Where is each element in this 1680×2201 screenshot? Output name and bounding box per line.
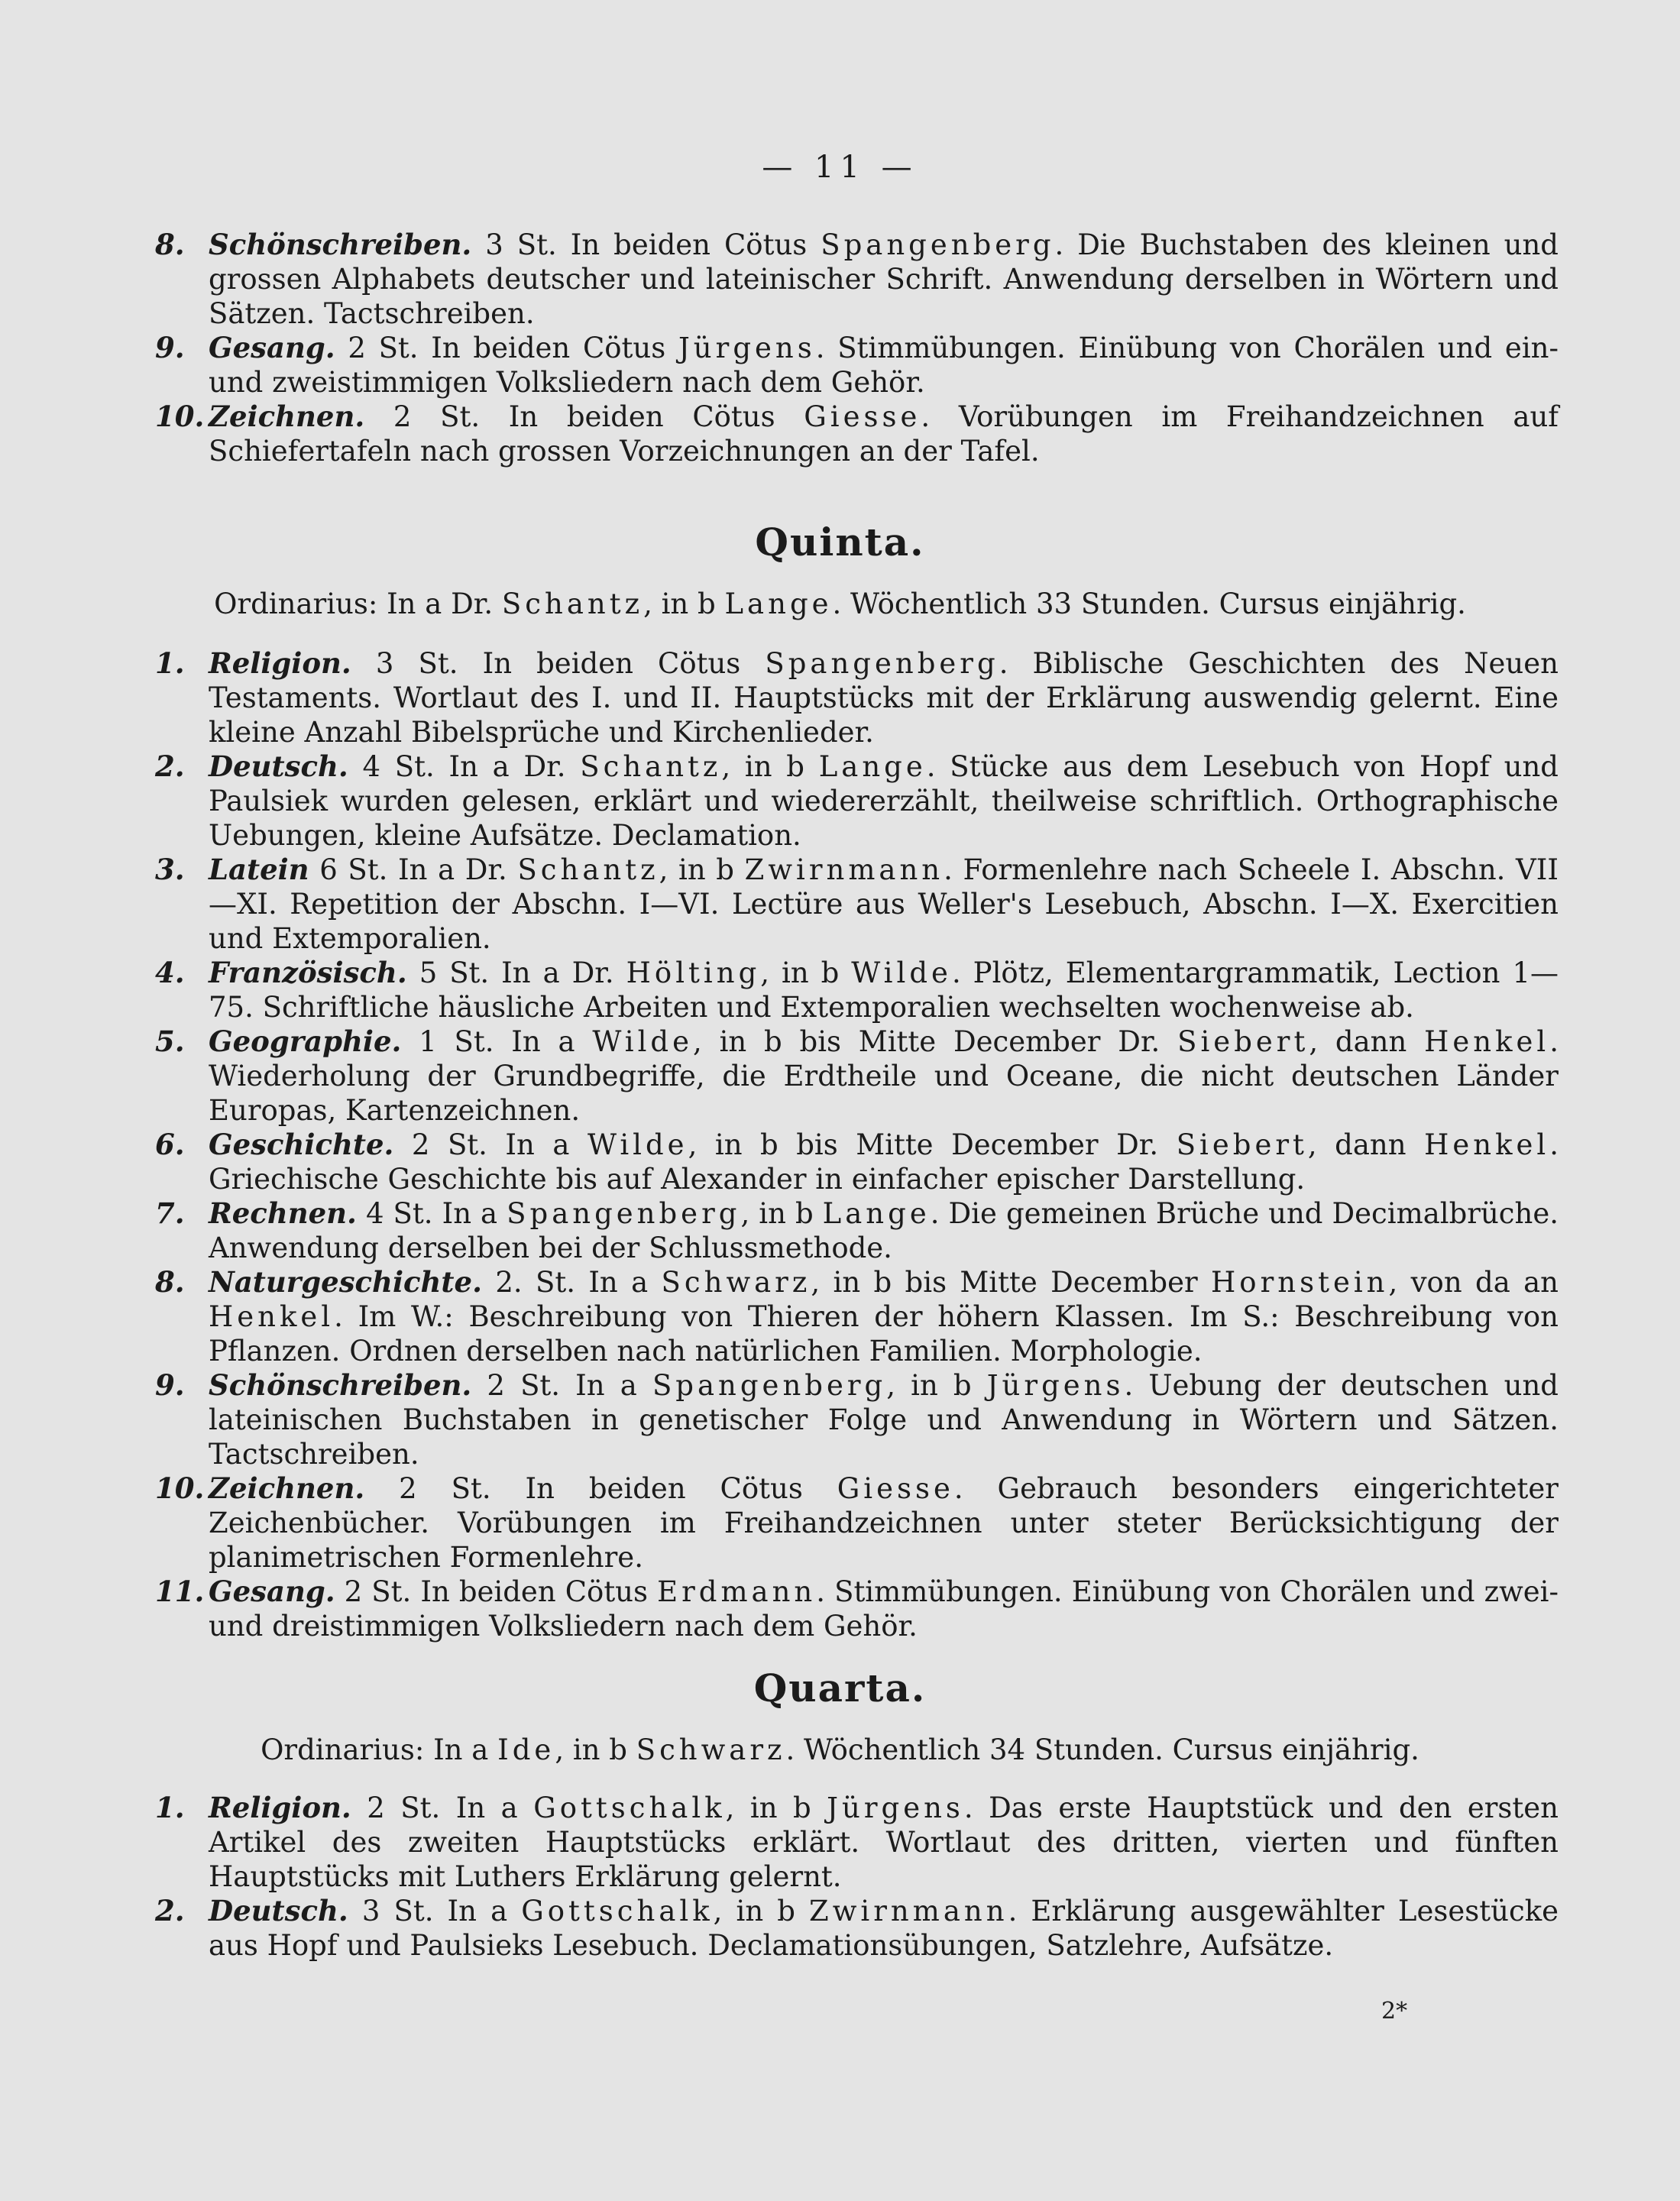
entry-number: 4. <box>155 956 185 989</box>
quinta-entry: 4. Französisch. 5 St. In a Dr. Hölting, in b Wilde. Plötz, Elementargrammatik, Lection 1—75. Schriftliche häusliche Arbeiten und Extemporalien wechselten wochenweise ab. <box>155 956 1559 1024</box>
teacher-name: Erdmann <box>657 1575 817 1608</box>
teacher-name: Siebert <box>1176 1128 1308 1161</box>
teacher-name: Ide <box>497 1733 555 1766</box>
teacher-name: Spangenberg <box>765 647 999 680</box>
teacher-name: Gottschalk <box>533 1792 726 1824</box>
teacher-name: Hölting <box>626 956 761 989</box>
entry-number: 8. <box>155 228 185 261</box>
subject-name: Schönschreiben. <box>209 228 472 261</box>
subject-name: Religion. <box>209 1791 351 1824</box>
entry-number: 1. <box>155 1791 185 1824</box>
prev-entry: 9. Gesang. 2 St. In beiden Cötus Jürgens. Stimmübungen. Einübung von Chorälen und ein- und zweistimmigen Volksliedern nach dem Gehör. <box>155 331 1559 399</box>
subject-name: Naturgeschichte. <box>209 1265 482 1299</box>
entry-number: 5. <box>155 1024 185 1058</box>
teacher-name: Spangenberg <box>821 228 1055 261</box>
quinta-entry: 11. Gesang. 2 St. In beiden Cötus Erdmann. Stimmübungen. Einübung von Chorälen und zwei- und dreistimmigen Volksliedern nach dem Gehör. <box>155 1575 1559 1643</box>
quarta-entry: 1. Religion. 2 St. In a Gottschalk, in b Jürgens. Das erste Hauptstück und den ersten Artikel des zweiten Hauptstücks erklärt. Wortlaut des dritten, vierten und fünften Hauptstücks mit Luthers Erklärung gelernt. <box>155 1791 1559 1893</box>
prev-entry: 10. Zeichnen. 2 St. In beiden Cötus Giesse. Vorübungen im Freihandzeichnen auf Schiefertafeln nach grossen Vorzeichnungen an der Tafel. <box>155 400 1559 468</box>
entry-number: 10. <box>155 400 205 433</box>
subject-name: Gesang. <box>209 331 335 364</box>
teacher-name: Lange <box>822 1197 931 1230</box>
entry-number: 2. <box>155 1894 185 1927</box>
page-number: — 11 — <box>762 150 918 185</box>
subject-name: Zeichnen. <box>209 1471 365 1505</box>
teacher-name: Schantz <box>580 750 722 783</box>
subject-name: Schönschreiben. <box>209 1368 472 1402</box>
entry-number: 9. <box>155 331 185 364</box>
teacher-name: Wilde <box>851 956 952 989</box>
teacher-name: Spangenberg <box>507 1197 741 1230</box>
quinta-entry: 9. Schönschreiben. 2 St. In a Spangenberg, in b Jürgens. Uebung der deutschen und lateinischen Buchstaben in genetischer Folge und Anwendung in Wörtern und Sätzen. Tactschreiben. <box>155 1368 1559 1471</box>
teacher-name: Schantz <box>501 587 644 620</box>
subject-name: Deutsch. <box>209 749 348 783</box>
quinta-heading: Quinta. <box>755 520 925 565</box>
teacher-name: Henkel <box>209 1300 335 1333</box>
subject-name: Zeichnen. <box>209 400 365 433</box>
quinta-entry: 1. Religion. 3 St. In beiden Cötus Spangenberg. Biblische Geschichten des Neuen Testaments. Wortlaut des I. und II. Hauptstücks mit der Erklärung auswendig gelernt. Eine kleine Anzahl Bibelsprüche und Kirchenlieder. <box>155 646 1559 749</box>
teacher-name: Gottschalk <box>521 1895 714 1927</box>
teacher-name: Lange <box>724 587 833 620</box>
teacher-name: Jürgens <box>827 1792 964 1824</box>
quinta-entry: 10. Zeichnen. 2 St. In beiden Cötus Giesse. Gebrauch besonders eingerichteter Zeichenbücher. Vorübungen im Freihandzeichnen unter steter Berücksichtigung der planimetrischen Formenlehre. <box>155 1471 1559 1574</box>
teacher-name: Jürgens <box>678 332 816 364</box>
entry-number: 2. <box>155 749 185 783</box>
teacher-name: Schantz <box>517 853 659 886</box>
teacher-name: Schwarz <box>661 1266 811 1299</box>
quinta-ordinarius: Ordinarius: In a Dr. Schantz, in b Lange. Wöchentlich 33 Stunden. Cursus einjährig. <box>214 587 1466 620</box>
quinta-entry: 2. Deutsch. 4 St. In a Dr. Schantz, in b Lange. Stücke aus dem Lesebuch von Hopf und Paulsiek wurden gelesen, erklärt und wiedererzählt, theilweise schriftlich. Orthographische Uebungen, kleine Aufsätze. Declamation. <box>155 749 1559 852</box>
teacher-name: Giesse <box>804 400 921 433</box>
entry-number: 11. <box>155 1575 205 1608</box>
quarta-entry: 2. Deutsch. 3 St. In a Gottschalk, in b Zwirnmann. Erklärung ausgewählter Lesestücke aus Hopf und Paulsieks Lesebuch. Declamationsübungen, Satzlehre, Aufsätze. <box>155 1894 1559 1962</box>
quinta-entry: 6. Geschichte. 2 St. In a Wilde, in b bis Mitte December Dr. Siebert, dann Henkel. Griechische Geschichte bis auf Alexander in einfacher epischer Darstellung. <box>155 1128 1559 1196</box>
quinta-subject-list <box>0 646 1559 1643</box>
teacher-name: Hornstein <box>1211 1266 1389 1299</box>
subject-name: Geographie. <box>209 1024 402 1058</box>
teacher-name: Henkel <box>1424 1128 1550 1161</box>
subject-name: Rechnen. <box>209 1196 357 1230</box>
teacher-name: Zwirnmann <box>809 1895 1008 1927</box>
subject-name: Gesang. <box>209 1575 335 1608</box>
subject-name: Französisch. <box>209 956 407 989</box>
teacher-name: Zwirnmann <box>744 853 944 886</box>
entry-number: 8. <box>155 1265 185 1299</box>
teacher-name: Jürgens <box>986 1369 1125 1402</box>
signature-mark: 2* <box>1381 1998 1408 2025</box>
quarta-heading: Quarta. <box>753 1665 927 1711</box>
teacher-name: Lange <box>818 750 927 783</box>
teacher-name: Henkel <box>1424 1025 1550 1058</box>
prev-section-list <box>0 228 1559 468</box>
subject-name: Religion. <box>209 646 351 680</box>
quarta-subject-list <box>0 1791 1559 1963</box>
entry-number: 6. <box>155 1128 185 1161</box>
teacher-name: Siebert <box>1177 1025 1309 1058</box>
quarta-ordinarius: Ordinarius: In a Ide, in b Schwarz. Wöchentlich 34 Stunden. Cursus einjährig. <box>261 1733 1419 1766</box>
quinta-entry: 5. Geographie. 1 St. In a Wilde, in b bis Mitte December Dr. Siebert, dann Henkel. Wiederholung der Grundbegriffe, die Erdtheile und Oceane, die nicht deutschen Länder Europas, Kartenzeichnen. <box>155 1024 1559 1127</box>
entry-number: 1. <box>155 646 185 680</box>
teacher-name: Wilde <box>587 1128 688 1161</box>
entry-number: 10. <box>155 1471 205 1505</box>
teacher-name: Wilde <box>592 1025 694 1058</box>
subject-name: Deutsch. <box>209 1894 348 1927</box>
quinta-entry: 3. Latein 6 St. In a Dr. Schantz, in b Zwirnmann. Formenlehre nach Scheele I. Abschn. VII—XI. Repetition der Abschn. I—VI. Lectüre aus Weller's Lesebuch, Abschn. I—X. Exercitien und Extemporalien. <box>155 853 1559 955</box>
entry-number: 9. <box>155 1368 185 1402</box>
entry-number: 3. <box>155 853 185 886</box>
teacher-name: Schwarz <box>636 1733 786 1766</box>
teacher-name: Spangenberg <box>652 1369 887 1402</box>
quinta-entry: 7. Rechnen. 4 St. In a Spangenberg, in b Lange. Die gemeinen Brüche und Decimalbrüche. Anwendung derselben bei der Schlussmethode. <box>155 1196 1559 1264</box>
quinta-entry: 8. Naturgeschichte. 2. St. In a Schwarz, in b bis Mitte December Hornstein, von da an Henkel. Im W.: Beschreibung von Thieren der höhern Klassen. Im S.: Beschreibung von Pflanzen. Ordnen derselben nach natürlichen Familien. Morphologie. <box>155 1265 1559 1368</box>
teacher-name: Giesse <box>837 1472 954 1505</box>
entry-number: 7. <box>155 1196 185 1230</box>
subject-name: Geschichte. <box>209 1128 394 1161</box>
subject-name: Latein <box>209 853 309 886</box>
prev-entry: 8. Schönschreiben. 3 St. In beiden Cötus Spangenberg. Die Buchstaben des kleinen und grossen Alphabets deutscher und lateinischer Schrift. Anwendung derselben in Wörtern und Sätzen. Tactschreiben. <box>155 228 1559 330</box>
